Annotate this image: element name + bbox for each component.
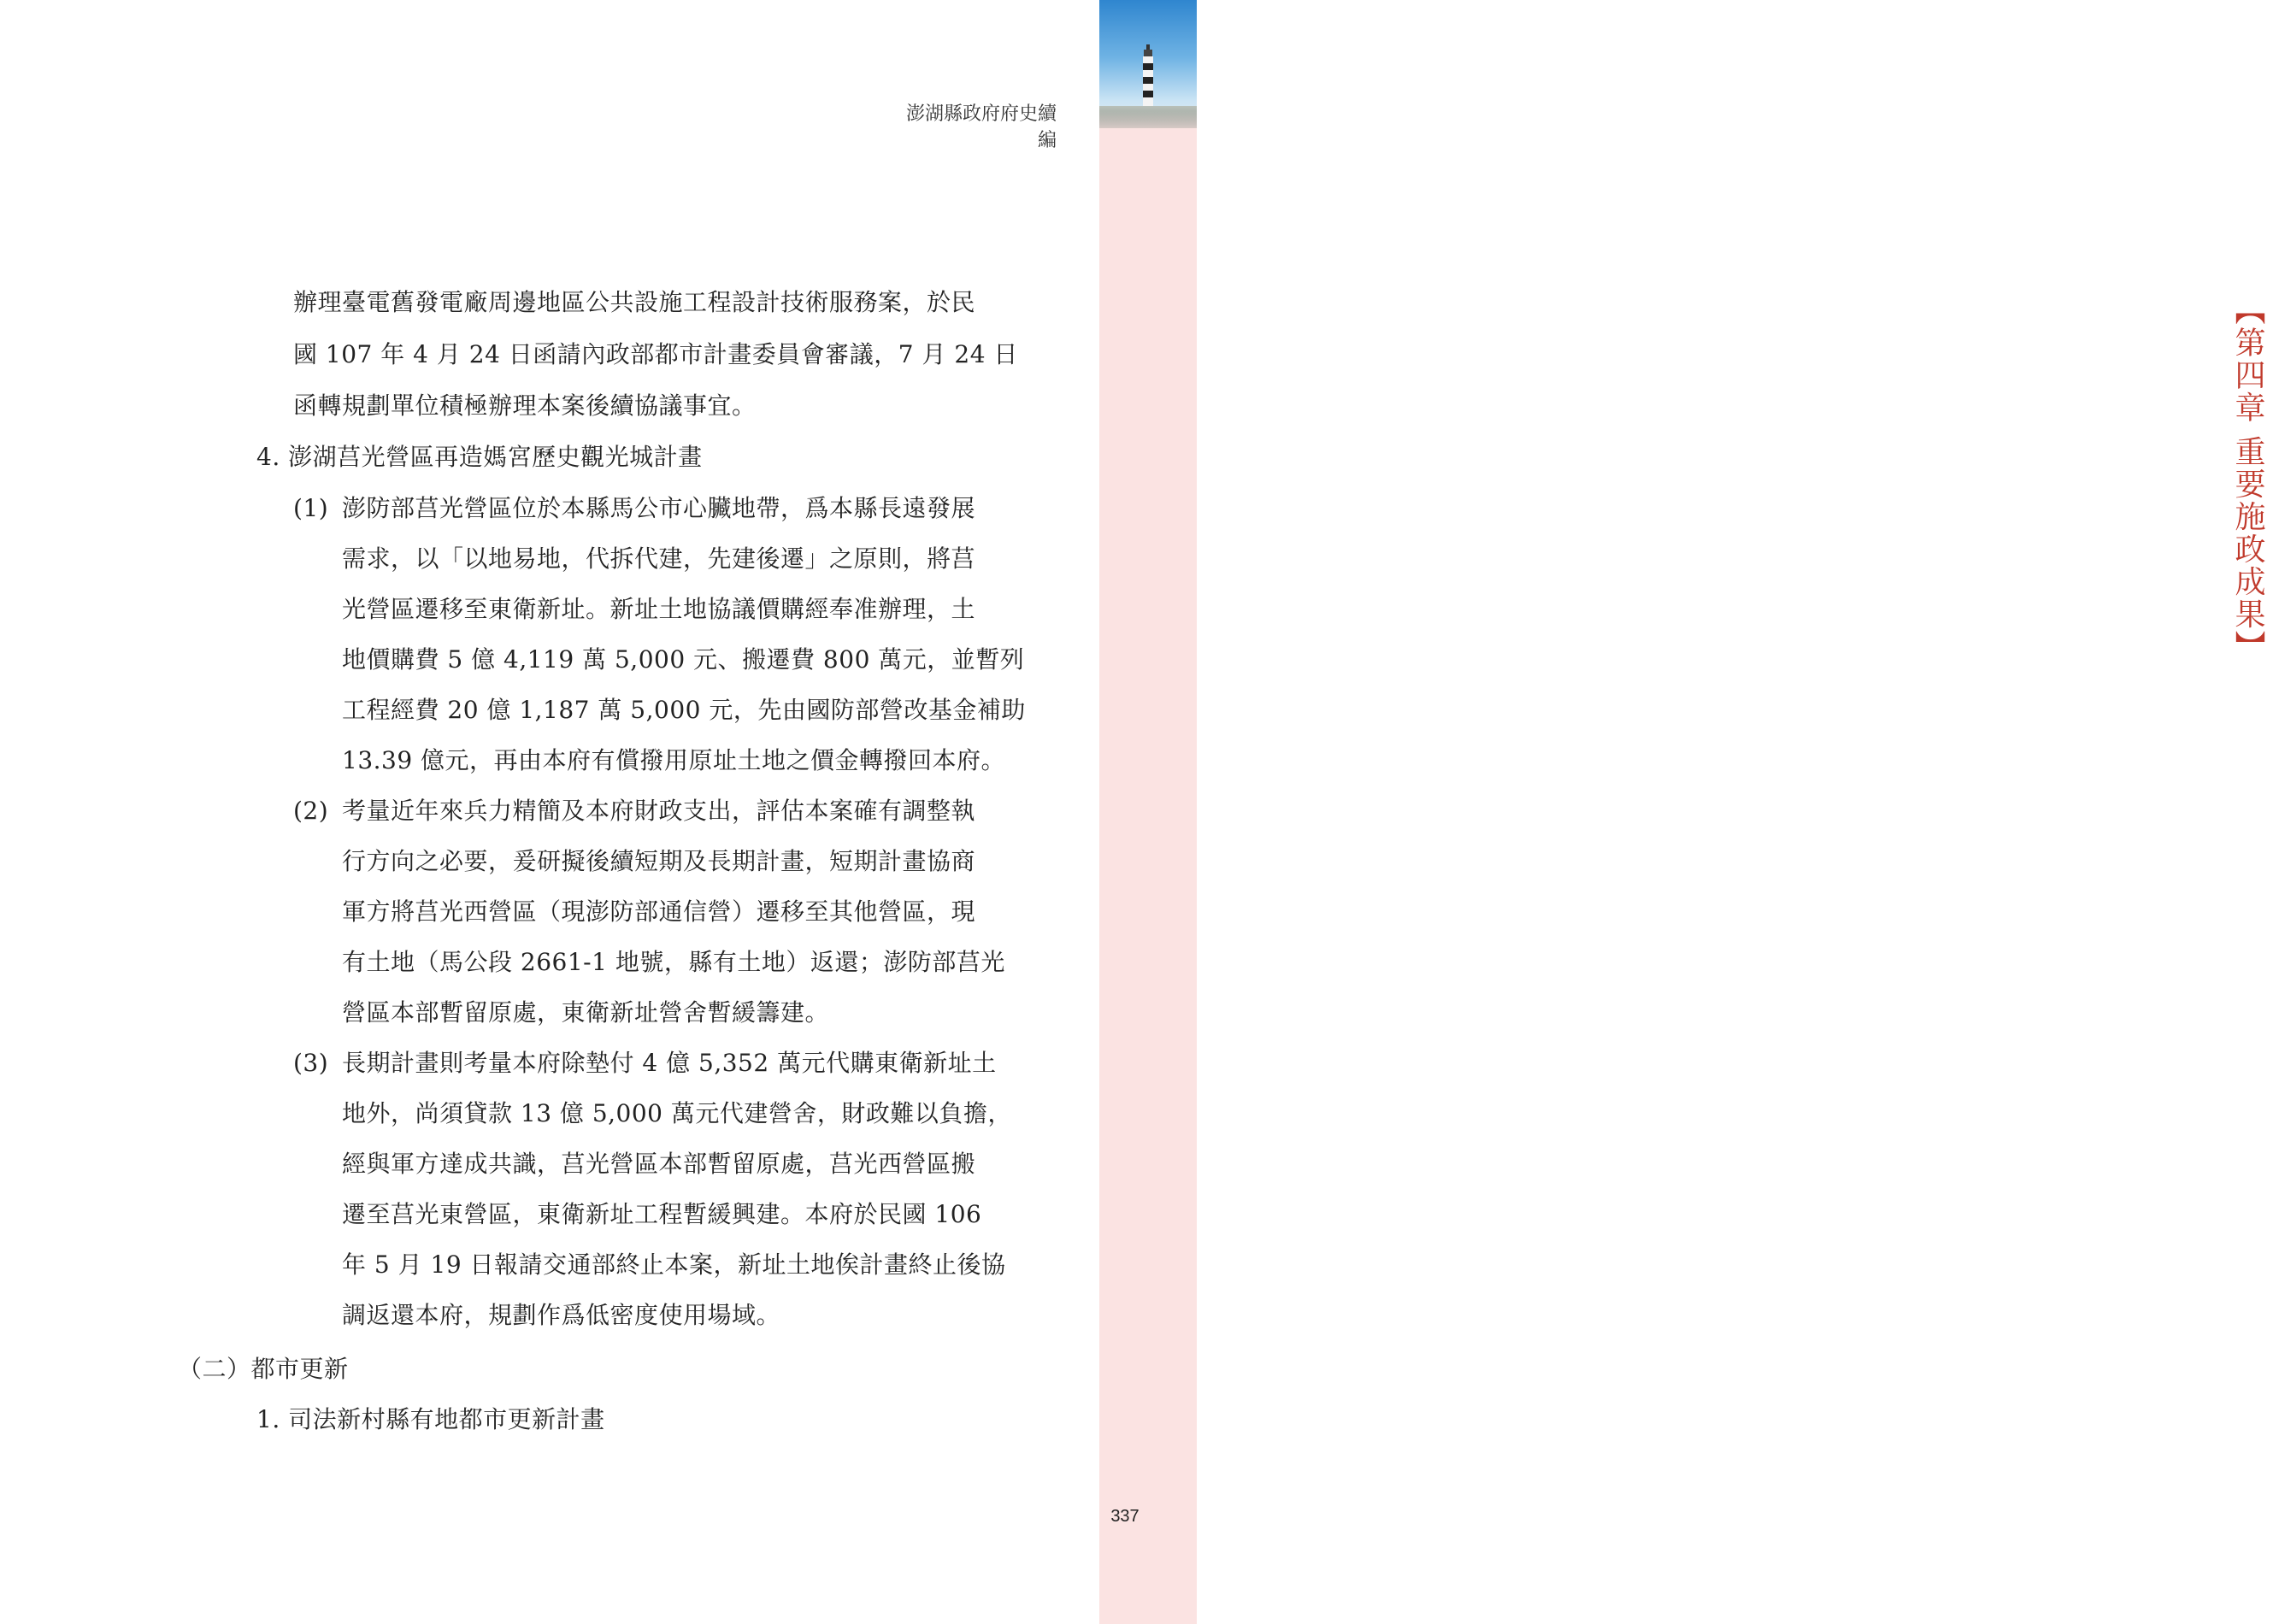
item-heading	[256, 440, 703, 474]
subitem-line: 有土地（馬公段 2661-1 地號，縣有土地）返還；澎防部莒光	[342, 948, 1005, 976]
item-marker: 4.	[256, 443, 280, 471]
subitem-line: 需求，以「以地易地，代拆代建，先建後遷」之原則，將莒	[342, 544, 976, 573]
subitem-line: 考量近年來兵力精簡及本府財政支出，評估本案確有調整執	[342, 797, 976, 825]
subitem-marker: (1)	[293, 494, 329, 522]
paragraph-line: 辦理臺電舊發電廠周邊地區公共設施工程設計技術服務案，於民	[293, 288, 976, 316]
paragraph-line: 函轉規劃單位積極辦理本案後續協議事宜。	[293, 391, 757, 420]
subitem-line: 光營區遷移至東衛新址。新址土地協議價購經奉准辦理，土	[342, 595, 976, 623]
lighthouse-photo	[1099, 0, 1197, 128]
item-marker: 1.	[256, 1405, 280, 1433]
subitem-line: 長期計畫則考量本府除墊付 4 億 5,352 萬元代購東衛新址土	[342, 1049, 997, 1077]
subitem-line: 澎防部莒光營區位於本縣馬公市心臟地帶，爲本縣長遠發展	[342, 494, 976, 522]
lighthouse-icon	[1137, 44, 1159, 111]
subitem-line: 調返還本府，規劃作爲低密度使用場域。	[342, 1301, 781, 1329]
subitem-marker: (3)	[293, 1049, 329, 1077]
section-heading	[178, 1352, 349, 1386]
item-title: 澎湖莒光營區再造媽宮歷史觀光城計畫	[288, 443, 703, 471]
subitem-line: 經與軍方達成共識，莒光營區本部暫留原處，莒光西營區搬	[342, 1150, 976, 1178]
section-marker: （二）	[178, 1355, 251, 1383]
chapter-label: 【第四章 重要施政成果】	[2230, 294, 2265, 663]
subitem-marker: (2)	[293, 797, 329, 825]
subitem-line: 13.39 億元，再由本府有償撥用原址土地之價金轉撥回本府。	[342, 746, 1006, 774]
item-heading	[256, 1403, 605, 1437]
paragraph-line: 國 107 年 4 月 24 日函請內政部都市計畫委員會審議，7 月 24 日	[293, 340, 1018, 368]
subitem-line: 軍方將莒光西營區（現澎防部通信營）遷移至其他營區，現	[342, 897, 976, 926]
subitem-line: 地價購費 5 億 4,119 萬 5,000 元、搬遷費 800 萬元，並暫列	[342, 645, 1025, 674]
subitem-line: 年 5 月 19 日報請交通部終止本案，新址土地俟計畫終止後協	[342, 1250, 1006, 1279]
running-head: 澎湖縣政府府史續編	[905, 103, 1057, 151]
subitem-line: 工程經費 20 億 1,187 萬 5,000 元，先由國防部營改基金補助	[342, 696, 1026, 724]
photo-fade	[1099, 111, 1197, 137]
subitem-line: 地外，尚須貸款 13 億 5,000 萬元代建營舍，財政難以負擔，	[342, 1099, 1012, 1127]
section-title: 都市更新	[250, 1355, 349, 1383]
page-number: 337	[1110, 1507, 1139, 1526]
subitem-line: 營區本部暫留原處，東衛新址營舍暫緩籌建。	[342, 998, 830, 1027]
subitem-line: 行方向之必要，爰研擬後續短期及長期計畫，短期計畫協商	[342, 847, 976, 875]
item-title: 司法新村縣有地都市更新計畫	[288, 1405, 605, 1433]
subitem-line: 遷至莒光東營區，東衛新址工程暫緩興建。本府於民國 106	[342, 1200, 982, 1228]
side-band	[1099, 0, 2265, 1624]
